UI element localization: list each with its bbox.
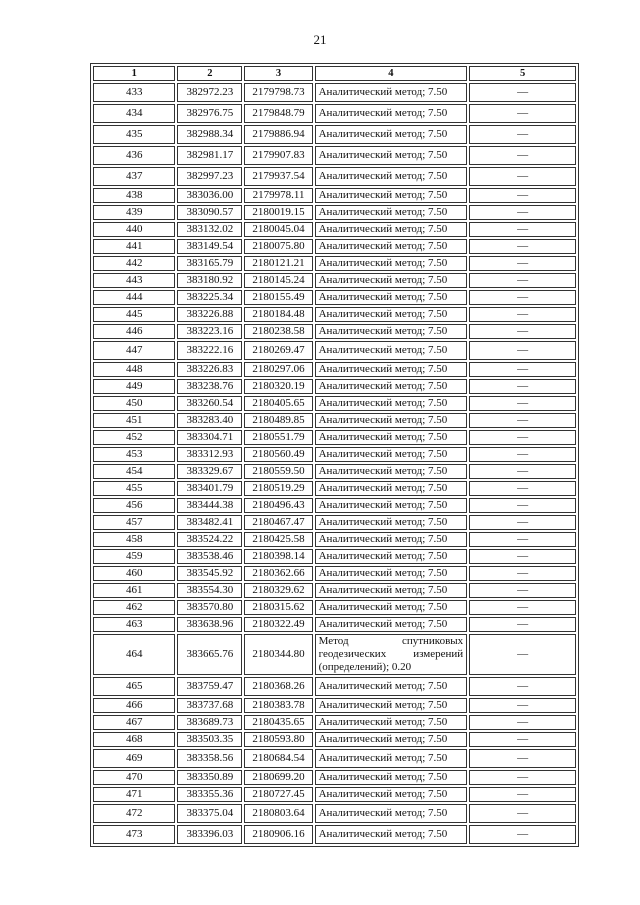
point-number-cell: 443 xyxy=(93,273,175,288)
method-cell: Аналитический метод; 7.50 xyxy=(315,715,468,730)
note-cell: — xyxy=(469,167,576,186)
y-coordinate-cell: 2180075.80 xyxy=(244,239,312,254)
note-cell: — xyxy=(469,104,576,123)
method-cell: Аналитический метод; 7.50 xyxy=(315,600,468,615)
note-cell: — xyxy=(469,341,576,360)
table-row xyxy=(93,239,576,254)
table-row xyxy=(93,447,576,462)
method-cell: Аналитический метод; 7.50 xyxy=(315,273,468,288)
y-coordinate-cell: 2180315.62 xyxy=(244,600,312,615)
table-row xyxy=(93,481,576,496)
note-cell: — xyxy=(469,273,576,288)
method-cell: Аналитический метод; 7.50 xyxy=(315,83,468,102)
x-coordinate-cell: 383036.00 xyxy=(177,188,242,203)
y-coordinate-cell: 2180435.65 xyxy=(244,715,312,730)
point-number-cell: 437 xyxy=(93,167,175,186)
table-row xyxy=(93,566,576,581)
note-cell: — xyxy=(469,239,576,254)
x-coordinate-cell: 383350.89 xyxy=(177,770,242,785)
table-row xyxy=(93,273,576,288)
x-coordinate-cell: 383132.02 xyxy=(177,222,242,237)
note-cell: — xyxy=(469,362,576,377)
header-col-4: 4 xyxy=(315,66,468,81)
method-cell: Аналитический метод; 7.50 xyxy=(315,698,468,713)
table-row xyxy=(93,749,576,768)
table-row xyxy=(93,617,576,632)
table-row xyxy=(93,104,576,123)
x-coordinate-cell: 383554.30 xyxy=(177,583,242,598)
note-cell: — xyxy=(469,205,576,220)
method-cell: Аналитический метод; 7.50 xyxy=(315,749,468,768)
note-cell: — xyxy=(469,515,576,530)
point-number-cell: 466 xyxy=(93,698,175,713)
table-row xyxy=(93,324,576,339)
point-number-cell: 468 xyxy=(93,732,175,747)
x-coordinate-cell: 383304.71 xyxy=(177,430,242,445)
x-coordinate-cell: 383737.68 xyxy=(177,698,242,713)
note-cell: — xyxy=(469,256,576,271)
y-coordinate-cell: 2179798.73 xyxy=(244,83,312,102)
table-row xyxy=(93,804,576,823)
y-coordinate-cell: 2180344.80 xyxy=(244,634,312,675)
method-cell: Аналитический метод; 7.50 xyxy=(315,464,468,479)
point-number-cell: 446 xyxy=(93,324,175,339)
point-number-cell: 463 xyxy=(93,617,175,632)
y-coordinate-cell: 2180019.15 xyxy=(244,205,312,220)
note-cell: — xyxy=(469,634,576,675)
table-row xyxy=(93,379,576,394)
method-cell: Аналитический метод; 7.50 xyxy=(315,146,468,165)
y-coordinate-cell: 2180322.49 xyxy=(244,617,312,632)
table-row xyxy=(93,583,576,598)
y-coordinate-cell: 2180593.80 xyxy=(244,732,312,747)
note-cell: — xyxy=(469,600,576,615)
method-cell: Аналитический метод; 7.50 xyxy=(315,447,468,462)
note-cell: — xyxy=(469,188,576,203)
table-row xyxy=(93,825,576,844)
y-coordinate-cell: 2180297.06 xyxy=(244,362,312,377)
point-number-cell: 449 xyxy=(93,379,175,394)
note-cell: — xyxy=(469,222,576,237)
note-cell: — xyxy=(469,146,576,165)
y-coordinate-cell: 2179848.79 xyxy=(244,104,312,123)
table-row xyxy=(93,549,576,564)
point-number-cell: 452 xyxy=(93,430,175,445)
header-col-5: 5 xyxy=(469,66,576,81)
point-number-cell: 451 xyxy=(93,413,175,428)
point-number-cell: 433 xyxy=(93,83,175,102)
method-cell: Аналитический метод; 7.50 xyxy=(315,770,468,785)
table-row xyxy=(93,290,576,305)
method-cell: Аналитический метод; 7.50 xyxy=(315,732,468,747)
point-number-cell: 439 xyxy=(93,205,175,220)
point-number-cell: 435 xyxy=(93,125,175,144)
point-number-cell: 460 xyxy=(93,566,175,581)
method-cell: Аналитический метод; 7.50 xyxy=(315,430,468,445)
point-number-cell: 445 xyxy=(93,307,175,322)
method-cell: Аналитический метод; 7.50 xyxy=(315,290,468,305)
x-coordinate-cell: 383165.79 xyxy=(177,256,242,271)
point-number-cell: 471 xyxy=(93,787,175,802)
x-coordinate-cell: 383226.83 xyxy=(177,362,242,377)
y-coordinate-cell: 2179937.54 xyxy=(244,167,312,186)
point-number-cell: 459 xyxy=(93,549,175,564)
x-coordinate-cell: 383759.47 xyxy=(177,677,242,696)
coordinates-table xyxy=(90,63,579,847)
method-cell: Аналитический метод; 7.50 xyxy=(315,362,468,377)
table-row xyxy=(93,600,576,615)
y-coordinate-cell: 2179886.94 xyxy=(244,125,312,144)
table-row xyxy=(93,125,576,144)
x-coordinate-cell: 383355.36 xyxy=(177,787,242,802)
table-row xyxy=(93,464,576,479)
note-cell: — xyxy=(469,307,576,322)
y-coordinate-cell: 2180329.62 xyxy=(244,583,312,598)
method-cell: Аналитический метод; 7.50 xyxy=(315,498,468,513)
method-cell: Аналитический метод; 7.50 xyxy=(315,341,468,360)
y-coordinate-cell: 2180045.04 xyxy=(244,222,312,237)
point-number-cell: 467 xyxy=(93,715,175,730)
point-number-cell: 453 xyxy=(93,447,175,462)
note-cell: — xyxy=(469,749,576,768)
x-coordinate-cell: 383482.41 xyxy=(177,515,242,530)
method-cell: Аналитический метод; 7.50 xyxy=(315,549,468,564)
y-coordinate-cell: 2180489.85 xyxy=(244,413,312,428)
x-coordinate-cell: 383638.96 xyxy=(177,617,242,632)
method-cell: Аналитический метод; 7.50 xyxy=(315,239,468,254)
note-cell: — xyxy=(469,379,576,394)
point-number-cell: 434 xyxy=(93,104,175,123)
point-number-cell: 447 xyxy=(93,341,175,360)
table-row xyxy=(93,698,576,713)
x-coordinate-cell: 383358.56 xyxy=(177,749,242,768)
x-coordinate-cell: 383503.35 xyxy=(177,732,242,747)
method-cell: Аналитический метод; 7.50 xyxy=(315,379,468,394)
table-row xyxy=(93,362,576,377)
note-cell: — xyxy=(469,481,576,496)
y-coordinate-cell: 2179978.11 xyxy=(244,188,312,203)
y-coordinate-cell: 2180398.14 xyxy=(244,549,312,564)
note-cell: — xyxy=(469,413,576,428)
method-cell: Аналитический метод; 7.50 xyxy=(315,396,468,411)
x-coordinate-cell: 382997.23 xyxy=(177,167,242,186)
x-coordinate-cell: 383222.16 xyxy=(177,341,242,360)
point-number-cell: 470 xyxy=(93,770,175,785)
x-coordinate-cell: 383444.38 xyxy=(177,498,242,513)
note-cell: — xyxy=(469,549,576,564)
point-number-cell: 462 xyxy=(93,600,175,615)
method-cell: Аналитический метод; 7.50 xyxy=(315,222,468,237)
x-coordinate-cell: 383223.16 xyxy=(177,324,242,339)
note-cell: — xyxy=(469,617,576,632)
note-cell: — xyxy=(469,464,576,479)
y-coordinate-cell: 2180145.24 xyxy=(244,273,312,288)
method-cell: Аналитический метод; 7.50 xyxy=(315,205,468,220)
method-cell: Аналитический метод; 7.50 xyxy=(315,324,468,339)
point-number-cell: 438 xyxy=(93,188,175,203)
table-row xyxy=(93,146,576,165)
y-coordinate-cell: 2180238.58 xyxy=(244,324,312,339)
point-number-cell: 444 xyxy=(93,290,175,305)
y-coordinate-cell: 2180496.43 xyxy=(244,498,312,513)
x-coordinate-cell: 383545.92 xyxy=(177,566,242,581)
y-coordinate-cell: 2180405.65 xyxy=(244,396,312,411)
method-cell: Аналитический метод; 7.50 xyxy=(315,804,468,823)
point-number-cell: 455 xyxy=(93,481,175,496)
point-number-cell: 461 xyxy=(93,583,175,598)
y-coordinate-cell: 2180362.66 xyxy=(244,566,312,581)
x-coordinate-cell: 383225.34 xyxy=(177,290,242,305)
x-coordinate-cell: 383312.93 xyxy=(177,447,242,462)
table-body xyxy=(93,83,576,844)
table-row xyxy=(93,167,576,186)
y-coordinate-cell: 2180184.48 xyxy=(244,307,312,322)
method-cell: Аналитический метод; 7.50 xyxy=(315,566,468,581)
table-row xyxy=(93,205,576,220)
y-coordinate-cell: 2180368.26 xyxy=(244,677,312,696)
method-cell: Аналитический метод; 7.50 xyxy=(315,307,468,322)
method-cell: Аналитический метод; 7.50 xyxy=(315,188,468,203)
x-coordinate-cell: 383283.40 xyxy=(177,413,242,428)
note-cell: — xyxy=(469,583,576,598)
note-cell: — xyxy=(469,804,576,823)
point-number-cell: 458 xyxy=(93,532,175,547)
x-coordinate-cell: 382972.23 xyxy=(177,83,242,102)
method-cell: Аналитический метод; 7.50 xyxy=(315,256,468,271)
method-cell: Аналитический метод; 7.50 xyxy=(315,787,468,802)
y-coordinate-cell: 2180559.50 xyxy=(244,464,312,479)
note-cell: — xyxy=(469,396,576,411)
table-row xyxy=(93,787,576,802)
table-row xyxy=(93,341,576,360)
y-coordinate-cell: 2180727.45 xyxy=(244,787,312,802)
note-cell: — xyxy=(469,498,576,513)
x-coordinate-cell: 382981.17 xyxy=(177,146,242,165)
y-coordinate-cell: 2180320.19 xyxy=(244,379,312,394)
point-number-cell: 473 xyxy=(93,825,175,844)
y-coordinate-cell: 2180906.16 xyxy=(244,825,312,844)
method-cell: Аналитический метод; 7.50 xyxy=(315,125,468,144)
x-coordinate-cell: 383524.22 xyxy=(177,532,242,547)
x-coordinate-cell: 383090.57 xyxy=(177,205,242,220)
point-number-cell: 464 xyxy=(93,634,175,675)
table-row xyxy=(93,307,576,322)
point-number-cell: 448 xyxy=(93,362,175,377)
y-coordinate-cell: 2180699.20 xyxy=(244,770,312,785)
table-row xyxy=(93,770,576,785)
table-row xyxy=(93,430,576,445)
x-coordinate-cell: 383401.79 xyxy=(177,481,242,496)
note-cell: — xyxy=(469,447,576,462)
y-coordinate-cell: 2180269.47 xyxy=(244,341,312,360)
y-coordinate-cell: 2180155.49 xyxy=(244,290,312,305)
method-cell: Аналитический метод; 7.50 xyxy=(315,583,468,598)
method-cell: Аналитический метод; 7.50 xyxy=(315,515,468,530)
method-cell: Аналитический метод; 7.50 xyxy=(315,617,468,632)
point-number-cell: 456 xyxy=(93,498,175,513)
point-number-cell: 465 xyxy=(93,677,175,696)
method-cell: Аналитический метод; 7.50 xyxy=(315,677,468,696)
table-header-row xyxy=(93,66,576,81)
x-coordinate-cell: 383538.46 xyxy=(177,549,242,564)
y-coordinate-cell: 2179907.83 xyxy=(244,146,312,165)
y-coordinate-cell: 2180684.54 xyxy=(244,749,312,768)
method-cell: Аналитический метод; 7.50 xyxy=(315,481,468,496)
table-row xyxy=(93,396,576,411)
table-row xyxy=(93,515,576,530)
x-coordinate-cell: 382976.75 xyxy=(177,104,242,123)
table-row xyxy=(93,83,576,102)
method-cell: Аналитический метод; 7.50 xyxy=(315,825,468,844)
y-coordinate-cell: 2180519.29 xyxy=(244,481,312,496)
note-cell: — xyxy=(469,825,576,844)
note-cell: — xyxy=(469,698,576,713)
table-row xyxy=(93,732,576,747)
x-coordinate-cell: 383260.54 xyxy=(177,396,242,411)
x-coordinate-cell: 382988.34 xyxy=(177,125,242,144)
page-number: 21 xyxy=(313,32,327,47)
y-coordinate-cell: 2180467.47 xyxy=(244,515,312,530)
table-row xyxy=(93,413,576,428)
y-coordinate-cell: 2180560.49 xyxy=(244,447,312,462)
y-coordinate-cell: 2180425.58 xyxy=(244,532,312,547)
x-coordinate-cell: 383238.76 xyxy=(177,379,242,394)
method-cell: Аналитический метод; 7.50 xyxy=(315,167,468,186)
note-cell: — xyxy=(469,732,576,747)
point-number-cell: 454 xyxy=(93,464,175,479)
method-cell: Аналитический метод; 7.50 xyxy=(315,532,468,547)
table-row xyxy=(93,715,576,730)
x-coordinate-cell: 383180.92 xyxy=(177,273,242,288)
table-row xyxy=(93,532,576,547)
x-coordinate-cell: 383149.54 xyxy=(177,239,242,254)
method-cell: Метод спутниковых геодезических измерений (определений); 0.20 xyxy=(315,634,468,675)
x-coordinate-cell: 383689.73 xyxy=(177,715,242,730)
header-col-1: 1 xyxy=(93,66,175,81)
table-row xyxy=(93,256,576,271)
method-cell: Аналитический метод; 7.50 xyxy=(315,413,468,428)
point-number-cell: 457 xyxy=(93,515,175,530)
y-coordinate-cell: 2180803.64 xyxy=(244,804,312,823)
x-coordinate-cell: 383375.04 xyxy=(177,804,242,823)
point-number-cell: 440 xyxy=(93,222,175,237)
point-number-cell: 441 xyxy=(93,239,175,254)
x-coordinate-cell: 383226.88 xyxy=(177,307,242,322)
x-coordinate-cell: 383329.67 xyxy=(177,464,242,479)
point-number-cell: 436 xyxy=(93,146,175,165)
note-cell: — xyxy=(469,290,576,305)
header-col-3: 3 xyxy=(244,66,312,81)
note-cell: — xyxy=(469,83,576,102)
note-cell: — xyxy=(469,787,576,802)
note-cell: — xyxy=(469,324,576,339)
point-number-cell: 469 xyxy=(93,749,175,768)
method-cell: Аналитический метод; 7.50 xyxy=(315,104,468,123)
x-coordinate-cell: 383396.03 xyxy=(177,825,242,844)
y-coordinate-cell: 2180121.21 xyxy=(244,256,312,271)
point-number-cell: 442 xyxy=(93,256,175,271)
note-cell: — xyxy=(469,770,576,785)
y-coordinate-cell: 2180551.79 xyxy=(244,430,312,445)
note-cell: — xyxy=(469,677,576,696)
note-cell: — xyxy=(469,566,576,581)
point-number-cell: 472 xyxy=(93,804,175,823)
note-cell: — xyxy=(469,125,576,144)
note-cell: — xyxy=(469,532,576,547)
point-number-cell: 450 xyxy=(93,396,175,411)
table-row xyxy=(93,222,576,237)
table-row xyxy=(93,677,576,696)
table-row xyxy=(93,634,576,675)
x-coordinate-cell: 383570.80 xyxy=(177,600,242,615)
y-coordinate-cell: 2180383.78 xyxy=(244,698,312,713)
header-col-2: 2 xyxy=(177,66,242,81)
table-row xyxy=(93,188,576,203)
table-row xyxy=(93,498,576,513)
note-cell: — xyxy=(469,715,576,730)
x-coordinate-cell: 383665.76 xyxy=(177,634,242,675)
note-cell: — xyxy=(469,430,576,445)
